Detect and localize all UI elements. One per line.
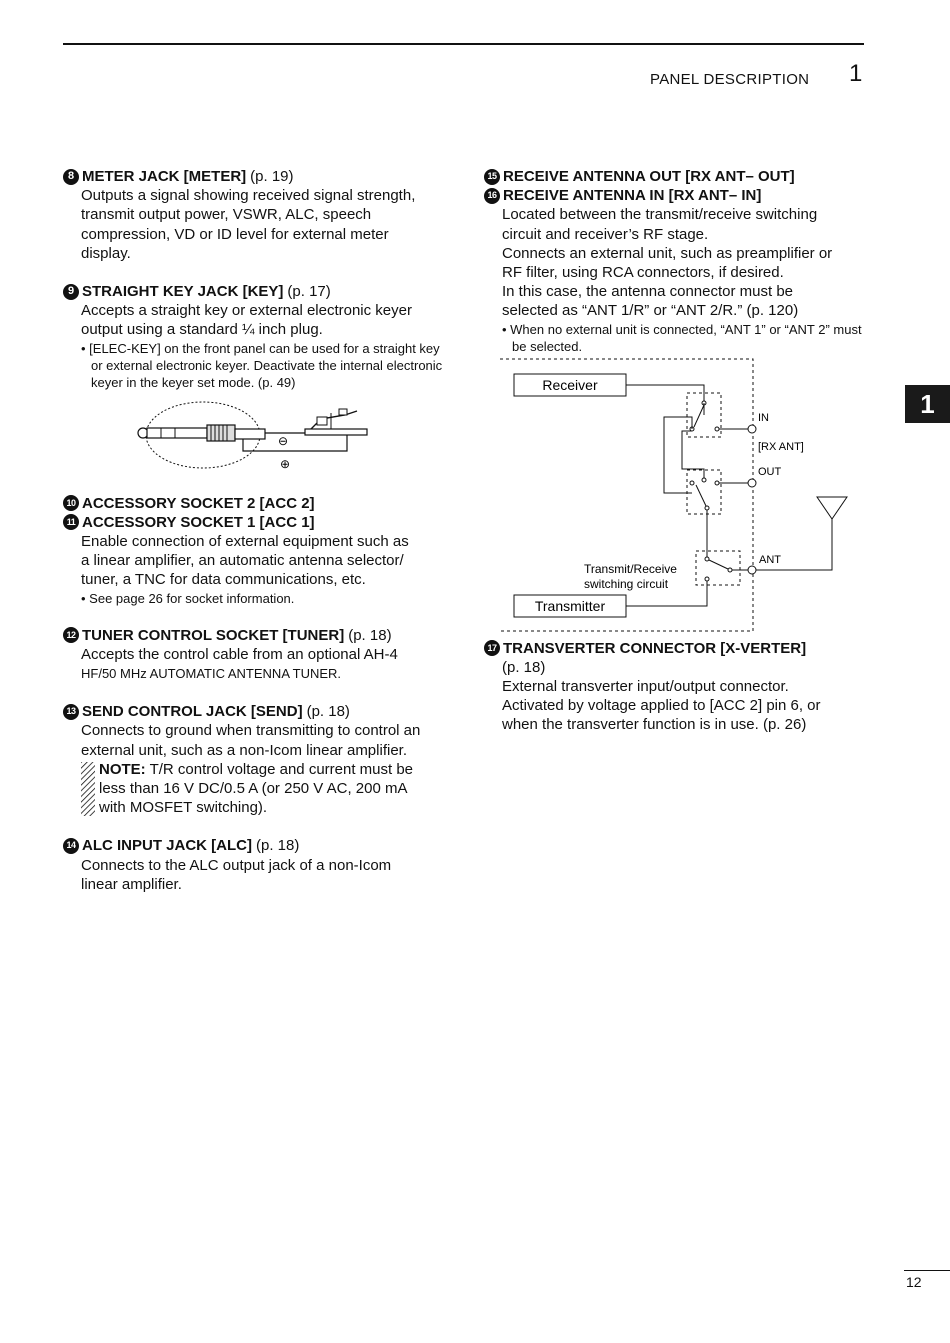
item-accessory-sockets — [63, 494, 448, 607]
body-line: Outputs a signal showing received signal strength, — [81, 187, 416, 205]
body-line: display. — [81, 244, 131, 262]
item-tuner-socket — [63, 626, 448, 684]
item-title: ALC INPUT JACK [ALC] — [82, 837, 252, 855]
page-header-section-number: 1 — [849, 60, 863, 87]
item-meter-jack — [63, 167, 448, 263]
note-hatch-icon — [81, 762, 95, 816]
body-line: Activated by voltage applied to [ACC 2] pin 6, or — [502, 697, 821, 715]
item-title: ACCESSORY SOCKET 1 [ACC 1] — [82, 513, 315, 531]
left-column — [63, 167, 448, 913]
body-line: Connects to ground when transmitting to control an — [81, 722, 421, 740]
note-block — [81, 760, 448, 818]
body-line: RF filter, using RCA connectors, if desired. — [502, 264, 784, 282]
item-title: ACCESSORY SOCKET 2 [ACC 2] — [82, 494, 315, 512]
trs-label-line1: Transmit/Receive — [584, 561, 677, 576]
item-number-badge: 14 — [63, 838, 79, 854]
plus-symbol: ⊕ — [279, 456, 291, 471]
rx-antenna-switching-diagram — [498, 357, 848, 633]
out-label: OUT — [758, 465, 782, 478]
item-title: RECEIVE ANTENNA IN [RX ANT– IN] — [503, 187, 762, 205]
receiver-label: Receiver — [542, 376, 598, 393]
page-reference: (p. 18) — [306, 703, 350, 721]
body-line: Connects to the ALC output jack of a non-Icom — [81, 856, 392, 874]
page-reference: (p. 18) — [256, 837, 300, 855]
bullet-note: • [ELEC-KEY] on the front panel can be used for a straight key or external electronic keyer. Deactivate the internal electronic keyer in the keyer set mode. (p. 49) — [81, 340, 443, 390]
page-reference: (p. 18) — [502, 658, 546, 676]
page-reference: (p. 19) — [250, 168, 294, 185]
body-line: external unit, such as a non-Icom linear amplifier. — [81, 741, 407, 759]
body-line: In this case, the antenna connector must be — [502, 283, 794, 301]
body-line: HF/50 MHz AUTOMATIC ANTENNA TUNER. — [81, 666, 342, 682]
item-title: METER JACK [METER] — [82, 168, 247, 185]
ant-label: ANT — [759, 553, 781, 566]
body-line: Accepts the control cable from an optional AH-4 — [81, 645, 398, 663]
item-transverter-connector — [484, 639, 874, 735]
body-line: Enable connection of external equipment such as — [81, 533, 409, 551]
item-send-jack — [63, 702, 448, 817]
item-title: TRANSVERTER CONNECTOR [X-VERTER] — [503, 639, 807, 657]
trs-label-line2: switching circuit — [584, 576, 669, 591]
note-label: NOTE: — [99, 760, 146, 778]
section-tab: 1 — [905, 385, 950, 423]
item-title: TUNER CONTROL SOCKET [TUNER] — [82, 626, 345, 644]
transmitter-label: Transmitter — [534, 597, 606, 614]
footer-rule — [904, 1270, 950, 1271]
item-title: RECEIVE ANTENNA OUT [RX ANT– OUT] — [503, 168, 795, 185]
body-line: circuit and receiver’s RF stage. — [502, 225, 709, 243]
body-line: tuner, a TNC for data communications, etc. — [81, 571, 366, 589]
item-alc-jack — [63, 836, 448, 894]
bullet-note: • See page 26 for socket information. — [81, 590, 295, 606]
body-line: transmit output power, VSWR, ALC, speech — [81, 206, 372, 224]
note-text: T/R control voltage and current must be — [145, 760, 414, 778]
item-number-badge: 8 — [63, 169, 79, 185]
body-line: linear amplifier. — [81, 875, 182, 893]
item-number-badge: 17 — [484, 640, 500, 656]
note-text: with MOSFET switching). — [99, 799, 268, 817]
item-number-badge: 10 — [63, 495, 79, 511]
note-text: less than 16 V DC/0.5 A (or 250 V AC, 200 mA — [99, 780, 408, 798]
key-plug-diagram — [135, 401, 375, 475]
right-column — [484, 167, 874, 754]
page-reference: (p. 18) — [348, 626, 392, 644]
item-number-badge: 12 — [63, 627, 79, 643]
body-line: Located between the transmit/receive switching — [502, 206, 818, 224]
header-rule — [63, 43, 864, 45]
page-reference: (p. 17) — [287, 283, 331, 301]
item-number-badge: 16 — [484, 188, 500, 204]
rx-ant-label: [RX ANT] — [758, 440, 804, 453]
item-key-jack — [63, 282, 448, 475]
body-line: output using a standard ¼ inch plug. — [81, 321, 323, 339]
body-line: Connects an external unit, such as preamplifier or — [502, 244, 833, 262]
item-title: SEND CONTROL JACK [SEND] — [82, 703, 303, 721]
page-number: 12 — [906, 1274, 922, 1290]
minus-symbol: ⊖ — [277, 433, 289, 448]
body-line: when the transverter function is in use. (p. 26) — [502, 716, 807, 734]
bullet-note: • When no external unit is connected, “ANT 1” or “ANT 2” must be selected. — [502, 321, 862, 354]
body-line: Accepts a straight key or external electronic keyer — [81, 302, 412, 320]
body-line: compression, VD or ID level for external meter — [81, 225, 389, 243]
body-line: External transverter input/output connector. — [502, 678, 789, 696]
in-label: IN — [758, 411, 769, 424]
body-line: a linear amplifier, an automatic antenna selector/ — [81, 552, 404, 570]
item-number-badge: 9 — [63, 284, 79, 300]
body-line: selected as “ANT 1/R” or “ANT 2/R.” (p. 120) — [502, 302, 799, 320]
item-number-badge: 13 — [63, 704, 79, 720]
page-header-title: PANEL DESCRIPTION — [650, 71, 810, 88]
item-title: STRAIGHT KEY JACK [KEY] — [82, 283, 284, 301]
item-number-badge: 11 — [63, 514, 79, 530]
item-number-badge: 15 — [484, 169, 500, 185]
item-rx-antenna — [484, 167, 874, 355]
